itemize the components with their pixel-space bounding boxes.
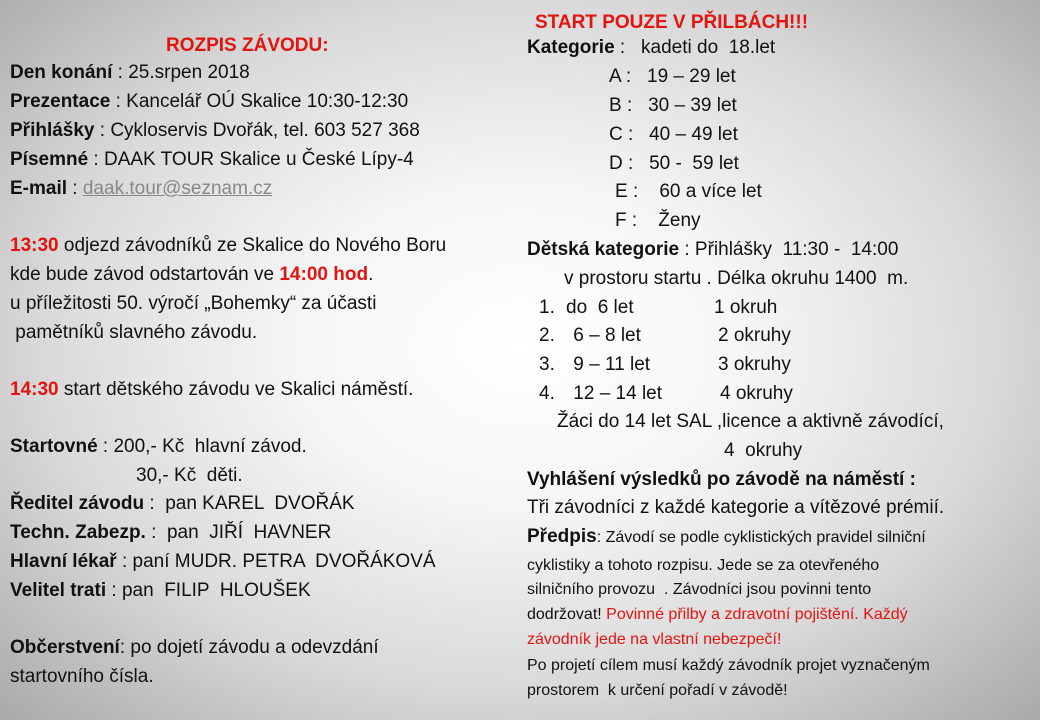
results-announcement <box>527 470 916 490</box>
regulations-warning: Povinné přilby a zdravotní pojištění. Každý <box>606 606 908 623</box>
category-heading <box>527 38 775 58</box>
regulations-text-6: Po projetí cílem musí každý závodník projet vyznačeným <box>527 657 930 674</box>
regulations-warning-2: závodník jede na vlastní nebezpečí! <box>527 631 782 648</box>
category-label: Kategorie <box>527 37 615 58</box>
event-date-label: Den konání <box>10 62 113 83</box>
kids-age: 6 – 8 let <box>568 325 641 346</box>
refreshments-line-2: startovního čísla. <box>10 666 154 687</box>
helmet-notice: START POUZE V PŘILBÁCH!!! <box>535 12 809 33</box>
kids-category-value: : Přihlášky 11:30 - 14:00 <box>679 239 899 260</box>
kids-age: do 6 let <box>566 297 634 318</box>
category-d: D : 50 - 59 let <box>609 153 739 174</box>
chief-doctor <box>10 552 436 572</box>
kids-laps: 1 okruh <box>714 297 778 318</box>
chief-doctor-label: Hlavní lékař <box>10 551 117 572</box>
regulations-text-2: cyklistiky a tohoto rozpisu. Jede se za otevřeného <box>527 557 880 574</box>
written-applications <box>10 150 414 170</box>
registration-desk-value: : Kancelář OÚ Skalice 10:30-12:30 <box>110 91 409 112</box>
regulations-text-7: prostorem k určení pořadí v závodě! <box>527 682 788 699</box>
regulations-text-4a: dodržovat! <box>527 606 607 623</box>
refreshments-label: Občerstvení <box>10 637 120 658</box>
event-date <box>10 63 250 83</box>
departure-line-1 <box>10 236 446 256</box>
departure-line-4: pamětníků slavného závodu. <box>10 322 258 343</box>
technical-support-label: Techn. Zabezp. <box>10 522 146 543</box>
list-item <box>539 355 555 375</box>
kids-race-start <box>10 380 413 400</box>
kids-laps: 3 okruhy <box>718 354 791 375</box>
email-link[interactable]: daak.tour@seznam.cz <box>82 178 273 199</box>
category-value: : kadeti do 18.let <box>614 37 776 58</box>
race-start-time: 14:00 hod <box>279 264 369 285</box>
category-f: F : Ženy <box>615 210 701 231</box>
technical-support-value: : pan JIŘÍ HAVNER <box>145 522 332 543</box>
departure-time: 13:30 <box>10 235 59 256</box>
departure-text: odjezd závodníků ze Skalice do Nového Boru <box>58 235 447 256</box>
kids-laps: 2 okruhy <box>718 325 791 346</box>
kids-age: 9 – 11 let <box>568 354 651 375</box>
departure-text-2-end: . <box>368 264 374 285</box>
list-item <box>539 384 555 404</box>
race-director-label: Ředitel závodu <box>10 493 145 514</box>
kids-race-time: 14:30 <box>10 379 59 400</box>
category-c: C : 40 – 49 let <box>609 124 738 145</box>
email-separator: : <box>67 178 83 199</box>
pupils-laps: 4 okruhy <box>724 440 803 461</box>
registration-desk <box>10 92 408 112</box>
category-e: E : 60 a více let <box>615 181 762 202</box>
applications <box>10 121 420 141</box>
results-announcement-text: Tři závodníci z každé kategorie a vítězové prémií. <box>527 497 945 518</box>
technical-support <box>10 523 331 543</box>
email-label: E-mail <box>10 178 68 199</box>
list-item <box>539 298 555 318</box>
track-commander-label: Velitel trati <box>10 580 107 601</box>
regulations-label: Předpis <box>527 526 597 547</box>
category-a: A : 19 – 29 let <box>609 66 736 87</box>
pupils-note: Žáci do 14 let SAL ,licence a aktivně závodící, <box>557 411 944 432</box>
race-director-value: : pan KAREL DVOŘÁK <box>144 493 355 514</box>
regulations-text-1: : Závodí se podle cyklistických pravidel silniční <box>596 529 926 546</box>
written-applications-value: : DAAK TOUR Skalice u České Lípy-4 <box>88 149 414 170</box>
entry-fee-label: Startovné <box>10 436 98 457</box>
departure-text-2: kde bude závod odstartován ve <box>10 264 280 285</box>
kids-num: 3. <box>539 354 555 375</box>
results-announcement-title: Vyhlášení výsledků po závodě na náměstí : <box>527 469 916 490</box>
kids-num: 4. <box>539 383 555 404</box>
kids-num: 2. <box>539 325 555 346</box>
entry-fee-kids: 30,- Kč děti. <box>136 465 243 486</box>
regulations-text-4 <box>527 605 908 624</box>
applications-label: Přihlášky <box>10 120 95 141</box>
list-item <box>539 326 555 346</box>
applications-value: : Cykloservis Dvořák, tel. 603 527 368 <box>94 120 420 141</box>
kids-laps: 4 okruhy <box>720 383 793 404</box>
entry-fee-value: : 200,- Kč hlavní závod. <box>97 436 307 457</box>
track-commander-value: : pan FILIP HLOUŠEK <box>106 580 311 601</box>
refreshments-value: : po dojetí závodu a odevzdání <box>119 637 379 658</box>
event-date-value: : 25.srpen 2018 <box>112 62 250 83</box>
kids-num: 1. <box>539 297 555 318</box>
chief-doctor-value: : paní MUDR. PETRA DVOŘÁKOVÁ <box>116 551 436 572</box>
page-title: ROZPIS ZÁVODU: <box>166 35 329 56</box>
kids-category-line-2: v prostoru startu . Délka okruhu 1400 m. <box>564 268 909 289</box>
regulations-text-3: silničního provozu . Závodníci jsou povinni tento <box>527 581 872 598</box>
registration-desk-label: Prezentace <box>10 91 111 112</box>
refreshments <box>10 638 379 658</box>
kids-category <box>527 240 898 260</box>
race-director <box>10 494 355 514</box>
email-row <box>10 179 272 199</box>
regulations <box>527 527 926 547</box>
kids-race-text: start dětského závodu ve Skalici náměstí. <box>58 379 414 400</box>
category-b: B : 30 – 39 let <box>609 95 737 116</box>
track-commander <box>10 581 311 601</box>
kids-category-label: Dětská kategorie <box>527 239 680 260</box>
kids-age: 12 – 14 let <box>568 383 663 404</box>
departure-line-3: u příležitosti 50. výročí „Bohemky“ za účasti <box>10 293 377 314</box>
departure-line-2 <box>10 265 373 285</box>
entry-fee <box>10 437 307 457</box>
written-applications-label: Písemné <box>10 149 89 170</box>
